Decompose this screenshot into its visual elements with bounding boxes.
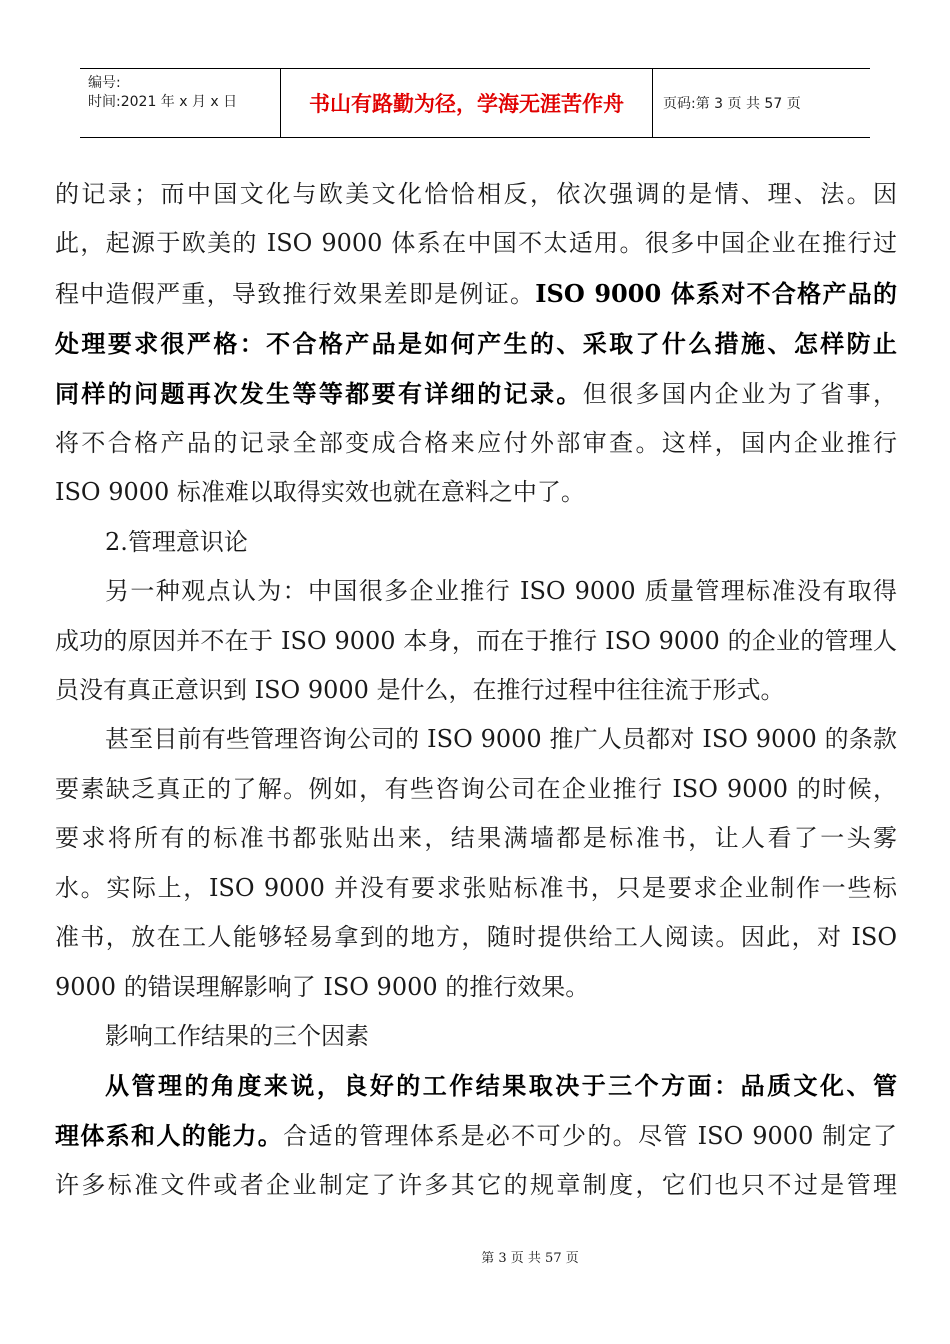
body-line: 成功的原因并不在于 ISO 9000 本身，而在于推行 ISO 9000 的企业的管理人	[55, 626, 897, 655]
body-line: 水。实际上，ISO 9000 并没有要求张贴标准书，只是要求企业制作一些标	[55, 873, 897, 902]
bold-text: ISO 9000 体系对不合格产品的	[535, 278, 898, 308]
paragraph-1	[55, 170, 897, 518]
section-heading	[55, 1012, 897, 1061]
body-line: 将不合格产品的记录全部变成合格来应付外部审查。这样，国内企业推行	[55, 429, 897, 458]
body-line: 要素缺乏真正的了解。例如，有些咨询公司在企业推行 ISO 9000 的时候，	[55, 774, 897, 803]
number-label: 编号:	[88, 75, 121, 91]
header-meta-cell	[80, 69, 281, 137]
page-footer	[0, 1247, 950, 1266]
body-line	[55, 269, 897, 319]
body-line: 的记录；而中国文化与欧美文化恰恰相反，依次强调的是情、理、法。因	[55, 180, 897, 208]
body-line	[55, 369, 897, 419]
header-page-cell	[653, 69, 880, 137]
body-line	[55, 1111, 897, 1161]
heading-text: 影响工作结果的三个因素	[105, 1021, 369, 1050]
bold-line: 从管理的角度来说，良好的工作结果取决于三个方面：品质文化、管	[105, 1071, 897, 1101]
paragraph-3	[55, 715, 897, 1011]
body-line: 另一种观点认为：中国很多企业推行 ISO 9000 质量管理标准没有取得	[105, 577, 897, 606]
motto-text: 书山有路勤为径，学海无涯苦作舟	[309, 92, 624, 116]
footer-page-number: 第 3 页 共 57 页	[481, 1251, 579, 1266]
body-line: 许多标准文件或者企业制定了许多其它的规章制度，它们也只不过是管理	[55, 1171, 897, 1200]
body-line: 此，起源于欧美的 ISO 9000 体系在中国不太适用。很多中国企业在推行过	[55, 229, 897, 258]
page-header	[80, 68, 870, 138]
body-line: 员没有真正意识到 ISO 9000 是什么，在推行过程中往往流于形式。	[55, 676, 785, 705]
bold-line: 处理要求很严格：不合格产品是如何产生的、采取了什么措施、怎样防止	[55, 329, 897, 359]
paragraph-4	[55, 1061, 897, 1210]
body-line: 要求将所有的标准书都张贴出来，结果满墙都是标准书，让人看了一头雾	[55, 824, 897, 853]
body-text: 但很多国内企业为了省事，	[582, 379, 898, 408]
section-heading	[55, 518, 897, 567]
body-text: 程中造假严重，导致推行效果差即是例证。	[55, 279, 536, 308]
body-line: 准书，放在工人能够轻易拿到的地方，随时提供给工人阅读。因此，对 ISO	[55, 923, 897, 952]
body-line: ISO 9000 标准难以取得实效也就在意料之中了。	[55, 478, 585, 507]
page-code: 页码:第 3 页 共 57 页	[663, 96, 801, 112]
document-body	[55, 170, 897, 1211]
body-text: 合适的管理体系是必不可少的。尽管 ISO 9000 制定了	[283, 1121, 898, 1150]
bold-text: 同样的问题再次发生等等都要有详细的记录。	[55, 378, 583, 408]
body-line: 甚至目前有些管理咨询公司的 ISO 9000 推广人员都对 ISO 9000 的条款	[105, 725, 897, 754]
header-motto-cell	[281, 69, 653, 137]
bold-text: 理体系和人的能力。	[55, 1120, 284, 1150]
time-label: 时间:2021 年 x 月 x 日	[88, 94, 238, 110]
paragraph-2	[55, 567, 897, 715]
heading-text: 2.管理意识论	[105, 527, 248, 556]
body-line: 9000 的错误理解影响了 ISO 9000 的推行效果。	[55, 972, 590, 1001]
